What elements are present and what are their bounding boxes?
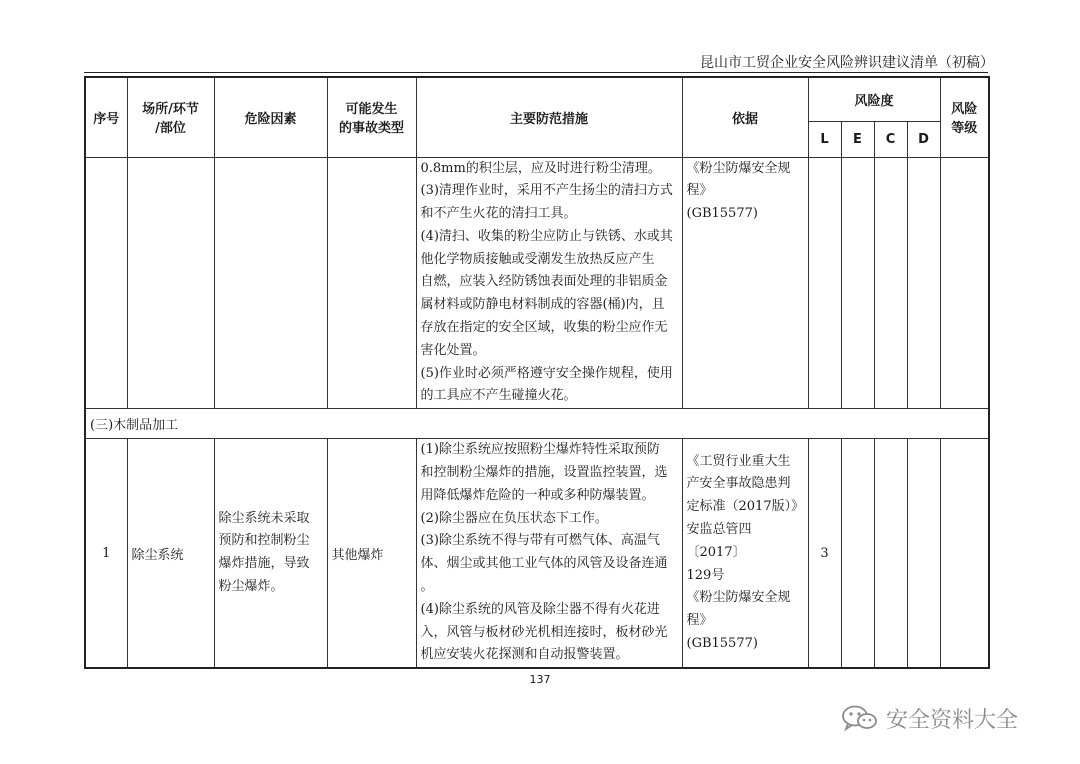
row-basis-line: 129号 (686, 567, 725, 583)
row-hazard-line: 粉尘爆炸。 (218, 579, 284, 595)
wechat-icon (840, 704, 880, 732)
header-E: E (841, 121, 874, 157)
row-place: 除尘系统 (127, 439, 214, 668)
header-C: C (874, 121, 907, 157)
header-risk-degree: 风险度 (808, 77, 940, 121)
row-basis-line: 产安全事故隐患判 (686, 476, 791, 492)
cont-accident (327, 157, 416, 409)
cont-measure-line: (5)作业时必须严格遵守安全操作规程，使用 (420, 365, 673, 381)
header-risk-level (940, 77, 989, 157)
row-hazard-line: 除尘系统未采取 (218, 510, 310, 526)
document-header-title: 昆山市工贸企业安全风险辨识建议清单（初稿） (700, 55, 994, 71)
watermark (840, 703, 1018, 733)
header-place-line-1: 场所/环节 (142, 102, 199, 118)
cont-place (127, 157, 214, 409)
header-D: D (907, 121, 940, 157)
row-measure-line: 用降低爆炸危险的一种或多种防爆装置。 (420, 487, 655, 503)
cont-measure-line: 0.8mm的积尘层，应及时进行粉尘清理。 (420, 160, 661, 176)
cont-measure-line: 害化处置。 (420, 342, 486, 358)
row-measure-line: (3)除尘系统不得与带有可燃气体、高温气 (420, 533, 660, 549)
row-basis-line: 《工贸行业重大生 (686, 453, 791, 469)
section-title: (三)木制品加工 (85, 409, 989, 439)
cont-measure-line: 的工具应不产生碰撞火花。 (420, 388, 577, 404)
cont-hazard (214, 157, 327, 409)
row-C (874, 439, 907, 668)
row-measure-line: 体、烟尘或其他工业气体的风管及设备连通 (420, 556, 668, 572)
page-number: 137 (529, 673, 551, 686)
row-basis-line: 定标准（2017版）》 (686, 499, 805, 515)
cont-measure-line: (3)清理作业时，采用不产生扬尘的清扫方式 (420, 183, 673, 199)
row-measure-line: (4)除尘系统的风管及除尘器不得有火花进 (420, 601, 660, 617)
row-measure-line: 。 (420, 579, 434, 595)
header-place (127, 77, 214, 157)
row-basis-line: 安监总管四〔2017〕 (686, 522, 752, 560)
row-measure-line: 机应安装火花探测和自动报警装置。 (420, 647, 629, 663)
row-measure-line: 入，风管与板材砂光机相连接时，板材砂光 (420, 624, 668, 640)
row-basis (682, 439, 808, 668)
cont-level (940, 157, 989, 409)
cont-C (874, 157, 907, 409)
row-measures (416, 439, 682, 668)
cont-L (808, 157, 841, 409)
row-hazard-line: 爆炸措施，导致 (218, 556, 310, 572)
cont-D (907, 157, 940, 409)
cont-measure-line: 和不产生火花的清扫工具。 (420, 206, 577, 222)
cont-no (85, 157, 127, 409)
header-place-line-2: /部位 (155, 121, 186, 137)
cont-measure-line: 存放在指定的安全区域，收集的粉尘应作无 (420, 320, 668, 336)
row-accident: 其他爆炸 (327, 439, 416, 668)
row-measure-line: (2)除尘器应在负压状态下工作。 (420, 510, 608, 526)
header-L: L (808, 121, 841, 157)
cont-basis-line: 程》 (686, 183, 713, 199)
cont-measure-line: 属材料或防静电材料制成的容器(桶)内，且 (420, 297, 665, 313)
row-measure-line: 和控制粉尘爆炸的措施，设置监控装置，选 (420, 465, 668, 481)
cont-measures (416, 157, 682, 409)
header-basis: 依据 (682, 77, 808, 157)
cont-basis-line: (GB15577) (686, 206, 758, 222)
header-accident (327, 77, 416, 157)
row-hazard-line: 预防和控制粉尘 (218, 533, 310, 549)
cont-E (841, 157, 874, 409)
header-hazard: 危险因素 (214, 77, 327, 157)
risk-identification-table (84, 76, 990, 669)
row-L: 3 (808, 439, 841, 668)
cont-measure-line: 自燃，应装入经防锈蚀表面处理的非铝质金 (420, 274, 668, 290)
continuation-row (85, 157, 989, 409)
row-basis-line: (GB15577) (686, 636, 758, 652)
header-accident-line-2: 的事故类型 (338, 121, 404, 137)
watermark-text: 安全资料大全 (886, 707, 1019, 733)
row-hazard (214, 439, 327, 668)
row-basis-line: 《粉尘防爆安全规 (686, 590, 791, 606)
row-D (907, 439, 940, 668)
cont-measure-line: 他化学物质接触或受潮发生放热反应产生 (420, 251, 655, 267)
header-rule (84, 72, 988, 73)
row-basis-line: 程》 (686, 613, 713, 629)
header-risk-level-line-1: 风险 (951, 102, 978, 118)
row-measure-line: (1)除尘系统应按照粉尘爆炸特性采取预防 (420, 442, 660, 458)
header-risk-level-line-2: 等级 (951, 121, 978, 137)
row-level (940, 439, 989, 668)
cont-basis (682, 157, 808, 409)
cont-measure-line: (4)清扫、收集的粉尘应防止与铁锈、水或其 (420, 228, 673, 244)
cont-basis-line: 《粉尘防爆安全规 (686, 160, 791, 176)
row-no: 1 (85, 439, 127, 668)
header-measures: 主要防范措施 (416, 77, 682, 157)
table-row (85, 439, 989, 668)
row-E (841, 439, 874, 668)
header-no: 序号 (85, 77, 127, 157)
header-accident-line-1: 可能发生 (345, 102, 398, 118)
